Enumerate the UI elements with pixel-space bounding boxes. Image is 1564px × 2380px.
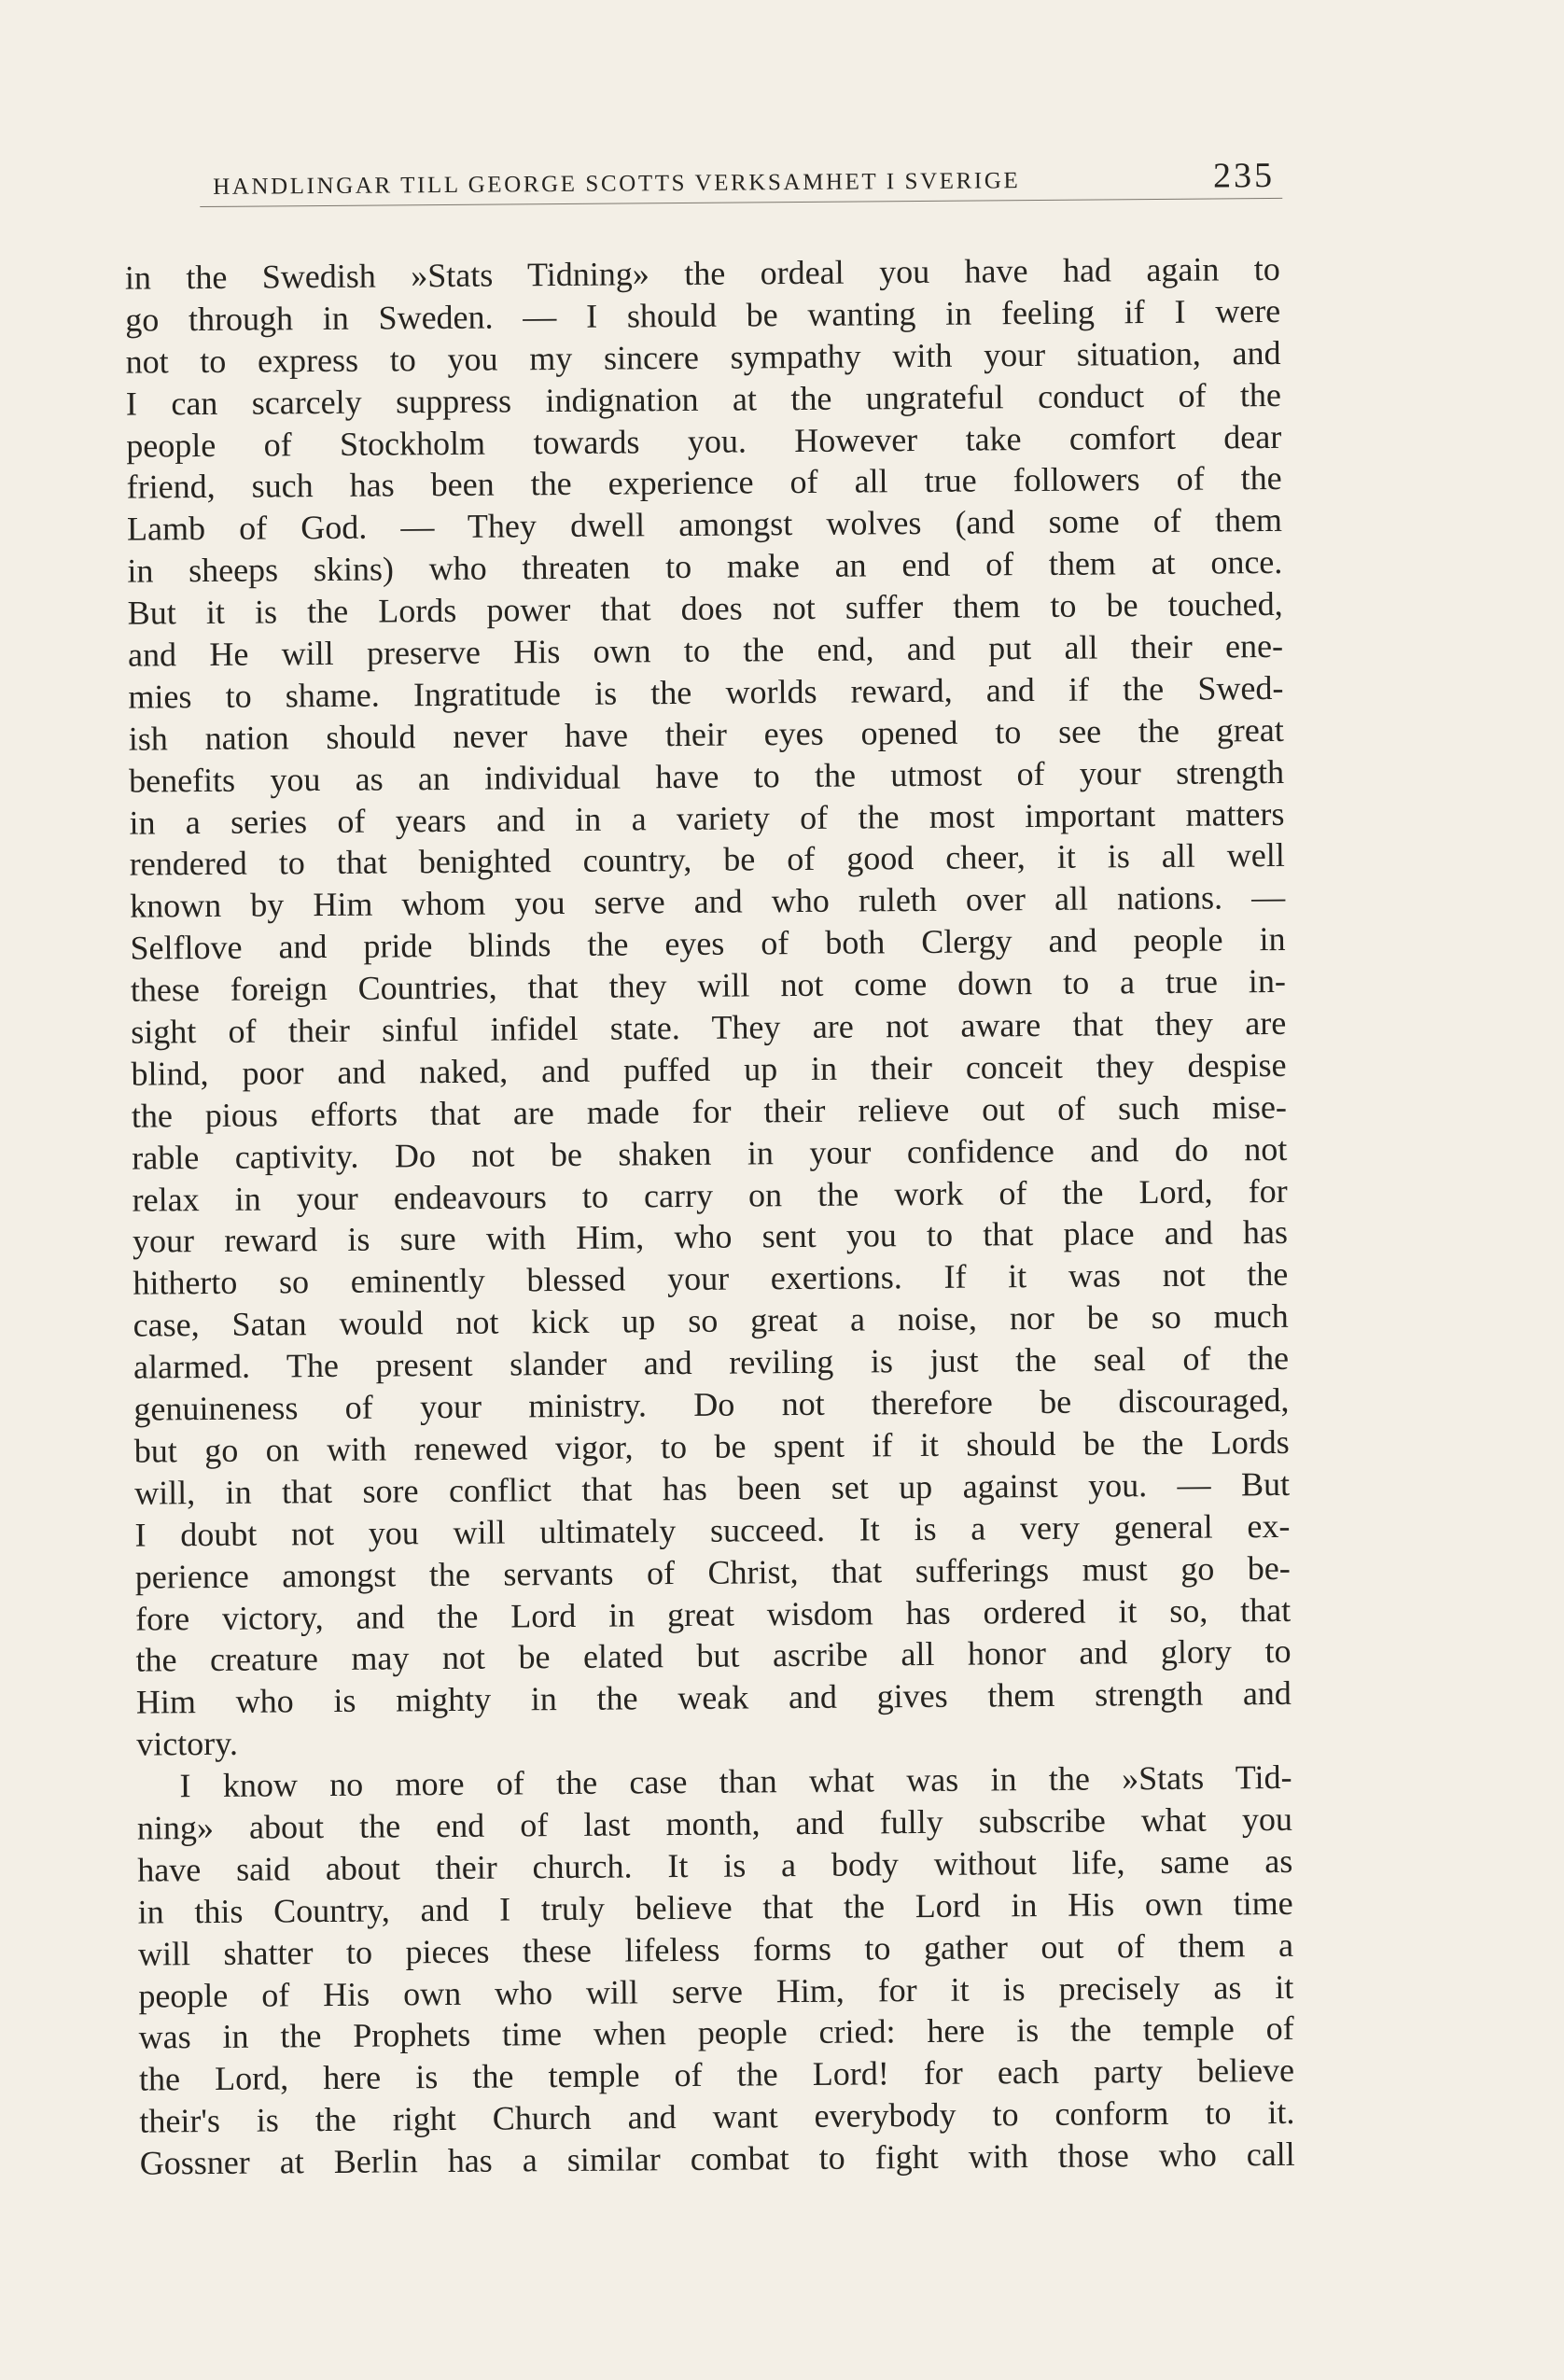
text-line: sight of their sinful infidel state. They are not aware that they are [131, 1003, 1287, 1051]
text-line: known by Him whom you serve and who ruleth over all nations. — [130, 878, 1286, 926]
text-line: was in the Prophets time when people cried: here is the temple of [138, 2009, 1294, 2057]
text-line: But it is the Lords power that does not suffer them to be touched, [127, 585, 1283, 632]
text-line: case, Satan would not kick up so great a noise, nor be so much [133, 1297, 1289, 1344]
text-line: blind, poor and naked, and puffed up in their conceit they despise [131, 1045, 1287, 1093]
text-line: people of His own who will serve Him, for it is precisely as it [138, 1967, 1294, 2015]
text-line: in sheeps skins) who threaten to make an end of them at once. [127, 543, 1283, 590]
text-line: go through in Sweden. — I should be wanting in feeling if I were [125, 291, 1281, 339]
text-line: I doubt not you will ultimately succeed. It is a very general ex- [134, 1506, 1291, 1554]
text-line: have said about their church. It is a body without life, same as [137, 1841, 1293, 1889]
text-line: in the Swedish »Stats Tidning» the ordeal you have had again to [124, 249, 1281, 297]
text-line: hitherto so eminently blessed your exertions. If it was not the [133, 1255, 1289, 1303]
text-line: ish nation should never have their eyes opened to see the great [128, 710, 1284, 758]
page-number: 235 [1212, 155, 1276, 196]
body-text [125, 248, 1295, 2185]
text-line: in this Country, and I truly believe that the Lord in His own time [137, 1883, 1293, 1931]
text-line: Lamb of God. — They dwell amongst wolves (and some of them [126, 501, 1283, 549]
text-line: I know no more of the case than what was in the »Stats Tid- [179, 1757, 1292, 1805]
text-line: but go on with renewed vigor, to be spent if it should be the Lords [133, 1422, 1290, 1470]
text-line: will, in that sore conflict that has been set up against you. — But [133, 1464, 1291, 1512]
text-line: Him who is mighty in the weak and gives them strength and [135, 1674, 1292, 1721]
text-line: people of Stockholm towards you. However take comfort dear [126, 417, 1282, 465]
text-line: genuineness of your ministry. Do not therefore be discouraged, [133, 1380, 1290, 1428]
running-title: HANDLINGAR TILL GEORGE SCOTTS VERKSAMHET I SVERIGE [213, 168, 1021, 200]
text-line: relax in your endeavours to carry on the work of the Lord, for [132, 1171, 1288, 1219]
text-line: ning» about the end of last month, and fully subscribe what you [136, 1799, 1293, 1847]
text-line: I can scarcely suppress indignation at the ungrateful conduct of the [125, 375, 1282, 423]
text-line: benefits you as an individual have to the utmost of your strength [128, 752, 1285, 800]
text-line: their's is the right Church and want everybody to conform to it. [139, 2093, 1295, 2140]
text-line: perience amongst the servants of Christ, that sufferings must go be- [134, 1548, 1291, 1596]
text-line: Gossner at Berlin has a similar combat to fight with those who call [139, 2135, 1295, 2182]
text-line: and He will preserve His own to the end, and put all their ene- [127, 626, 1284, 674]
text-line: will shatter to pieces these lifeless forms to gather out of them a [137, 1925, 1294, 1973]
text-line: mies to shame. Ingratitude is the worlds reward, and if the Swed- [128, 668, 1284, 716]
text-line: fore victory, and the Lord in great wisdom has ordered it so, that [135, 1590, 1292, 1638]
text-line: the creature may not be elated but ascribe all honor and glory to [135, 1632, 1292, 1680]
text-line: the Lord, here is the temple of the Lord! for each party believe [138, 2051, 1295, 2098]
text-line: alarmed. The present slander and reviling is just the seal of the [133, 1339, 1290, 1386]
text-line: victory. [136, 1724, 239, 1763]
text-line: Selflove and pride blinds the eyes of both Clergy and people in [130, 920, 1286, 967]
text-line: your reward is sure with Him, who sent you to that place and has [132, 1213, 1289, 1261]
page-header [200, 153, 1282, 207]
text-line: the pious efforts that are made for their relieve out of such mise- [131, 1087, 1288, 1135]
text-line: rable captivity. Do not be shaken in your confidence and do not [132, 1129, 1288, 1177]
text-line: not to express to you my sincere sympathy with your situation, and [125, 333, 1281, 381]
text-line: friend, such has been the experience of all true followers of the [126, 459, 1282, 507]
text-line: rendered to that benighted country, be of good cheer, it is all well [129, 836, 1285, 884]
text-line: these foreign Countries, that they will not come down to a true in- [130, 962, 1287, 1009]
text-line: in a series of years and in a variety of the most important matters [129, 794, 1285, 842]
